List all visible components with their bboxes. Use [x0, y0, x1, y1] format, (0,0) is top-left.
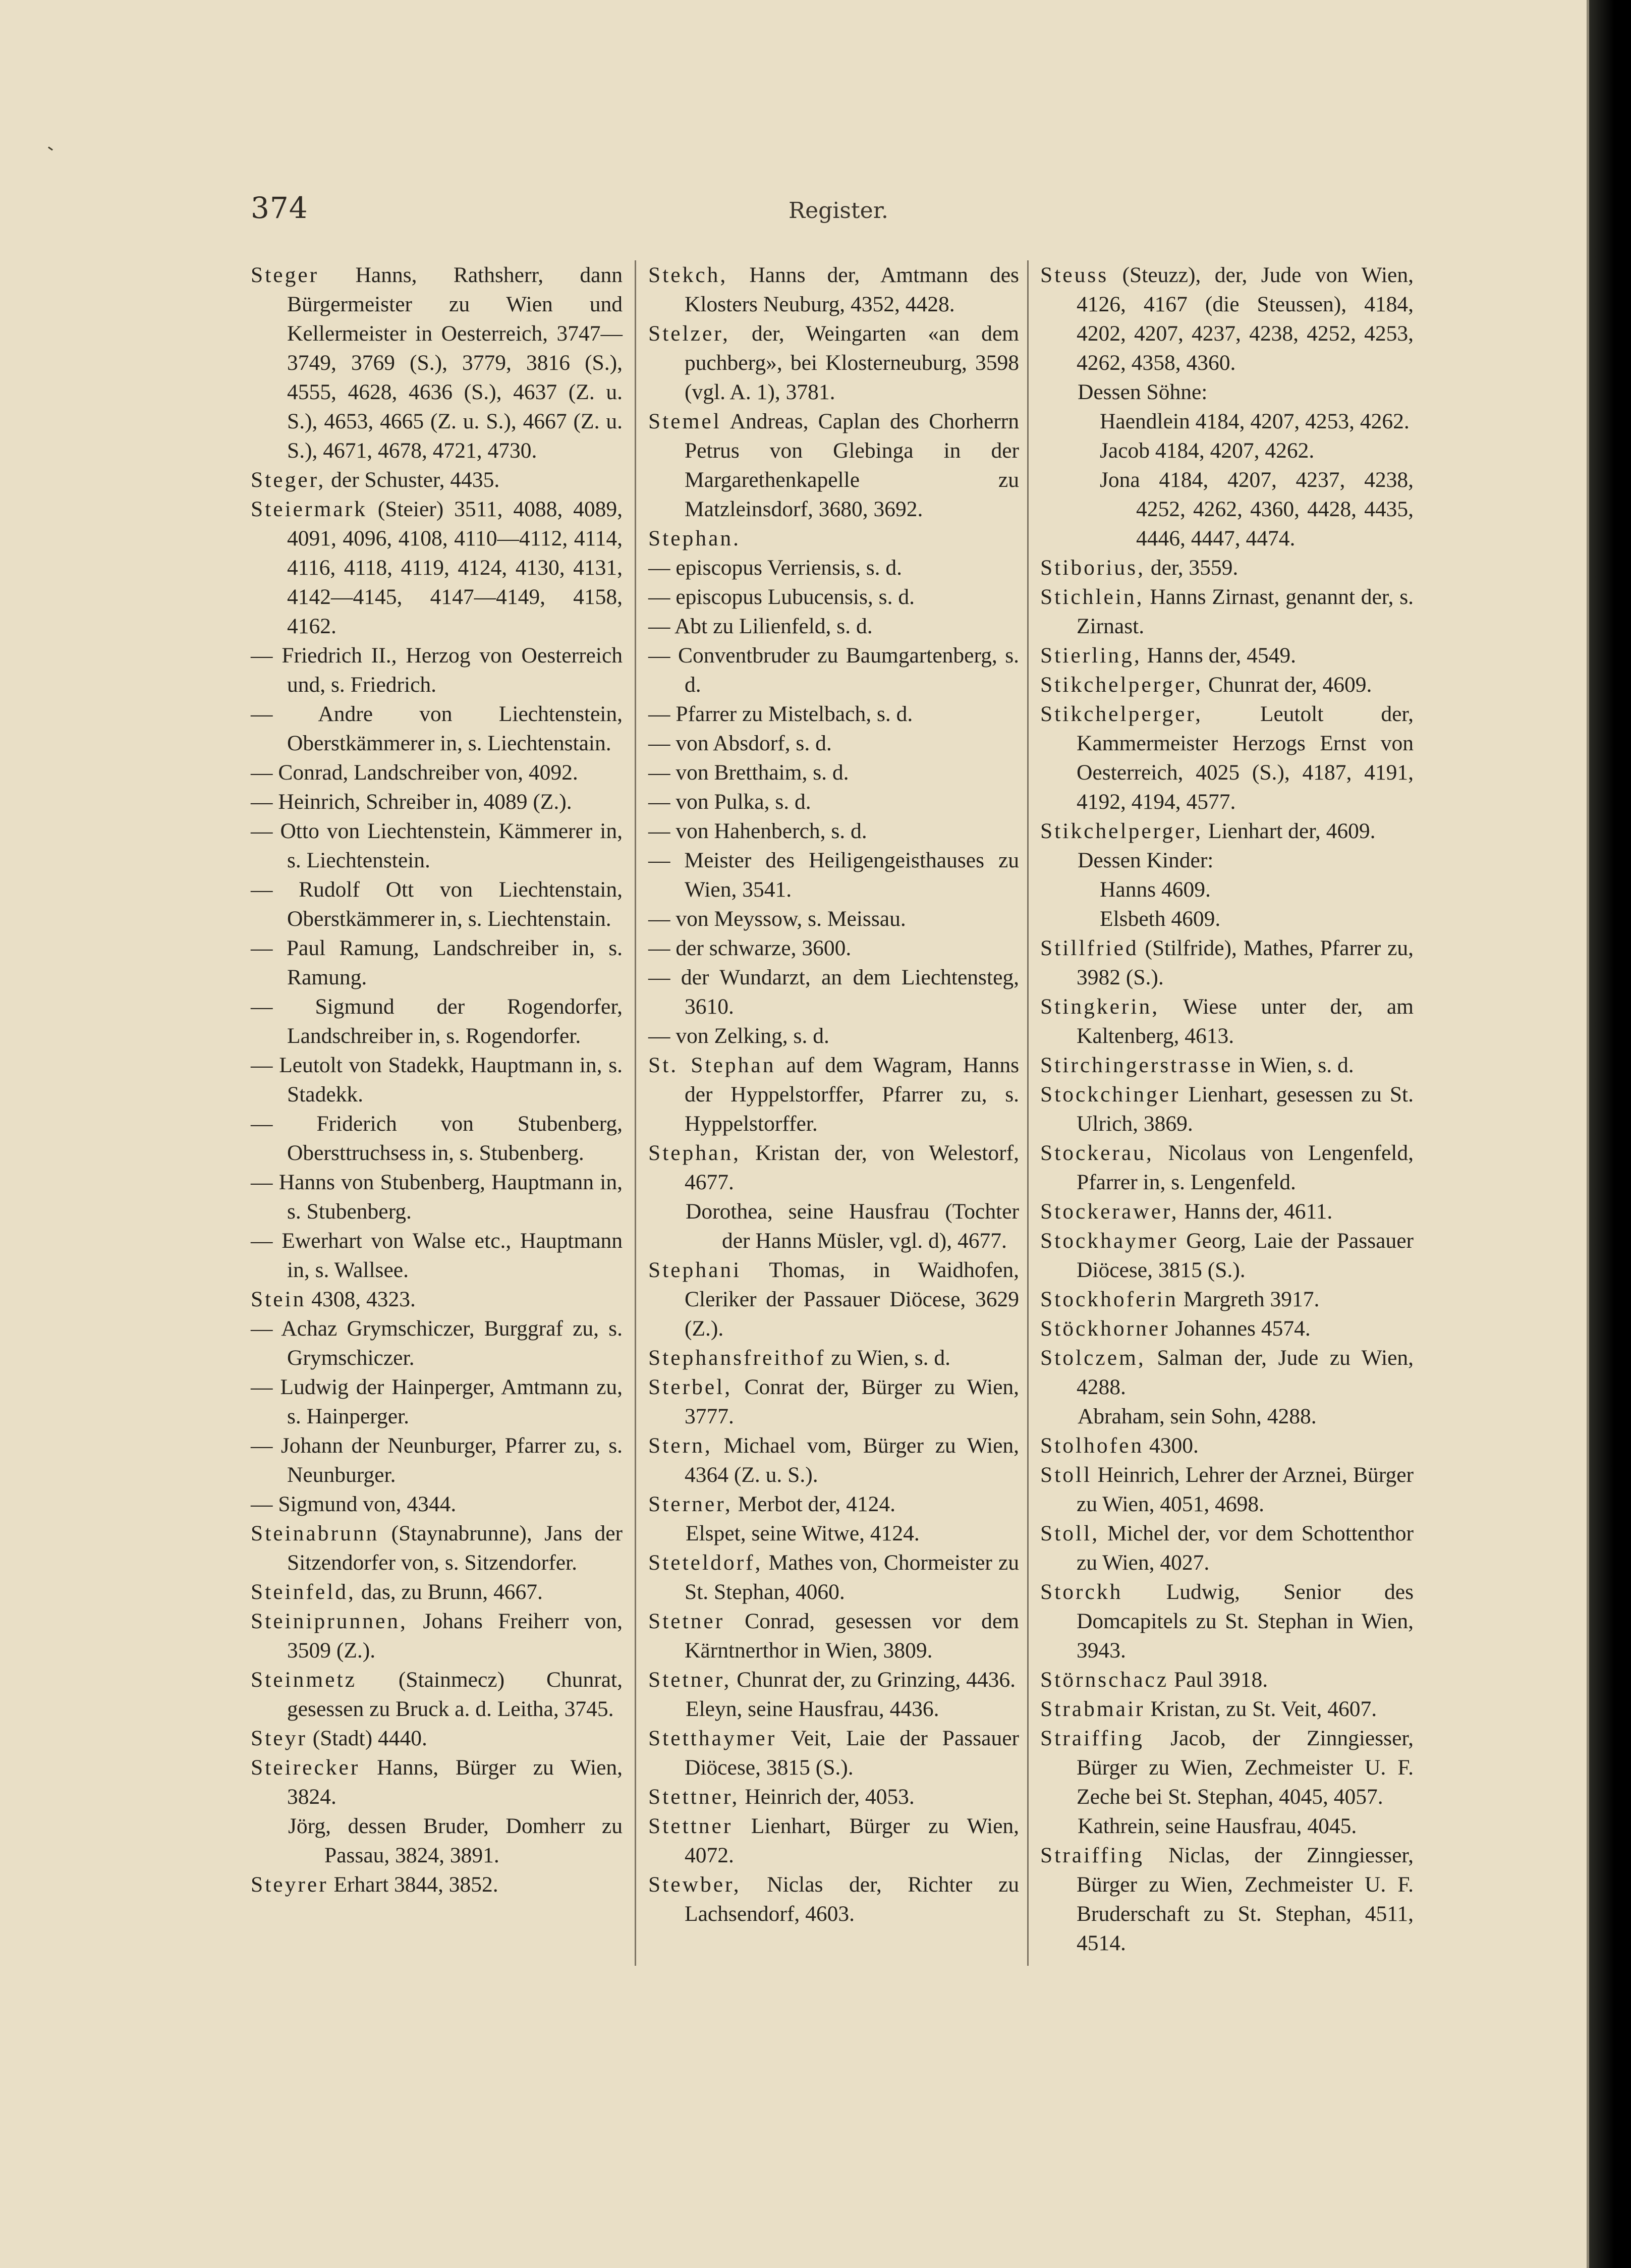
entry-text: Ludwig, Senior des Domcapitels zu St. Stephan in Wien, 3943.	[1077, 1580, 1414, 1663]
index-entry	[251, 1811, 623, 1870]
entry-text: Hanns 4609.	[1100, 877, 1211, 902]
entry-dash: —	[648, 965, 670, 989]
index-entry	[251, 494, 623, 641]
entry-text: der schwarze, 3600.	[676, 936, 852, 960]
entry-text: Lienhart der, 4609.	[1208, 819, 1376, 843]
entry-text: Elspet, seine Witwe, 4124.	[686, 1521, 920, 1545]
entry-headword: Steger,	[251, 468, 326, 492]
index-entry	[648, 933, 1019, 963]
index-entry	[1040, 260, 1414, 377]
index-entry	[648, 1724, 1019, 1782]
entry-text: Hanns, Bürger zu Wien, 3824.	[287, 1755, 623, 1809]
entry-headword: Sterbel,	[648, 1375, 733, 1399]
index-entry	[1040, 1197, 1414, 1226]
index-entry	[648, 1811, 1019, 1870]
entry-headword: Stikchelperger,	[1040, 702, 1203, 726]
entry-text: (Stadt) 4440.	[312, 1726, 427, 1750]
entry-dash: —	[251, 790, 273, 814]
index-entry	[251, 1519, 623, 1577]
entry-text: Conrad, Landschreiber von, 4092.	[278, 760, 578, 785]
index-entry	[251, 758, 623, 787]
index-entry	[648, 963, 1019, 1021]
entry-text: Eleyn, seine Hausfrau, 4436.	[686, 1697, 939, 1721]
entry-text: (Steier) 3511, 4088, 4089, 4091, 4096, 4108, 4110—4112, 4114, 4116, 4118, 4119, 4124, 4130, 4131, 4142—4145, 4147—4149, 4158, 4162.	[287, 497, 623, 638]
index-entry	[1040, 377, 1414, 407]
entry-text: Conventbruder zu Baumgartenberg, s. d.	[678, 643, 1019, 697]
index-entry	[648, 1548, 1019, 1607]
entry-text: Dessen Söhne:	[1078, 380, 1208, 404]
entry-headword: Stephan,	[648, 1141, 741, 1165]
entry-text: Conrad, gesessen vor dem Kärntnerthor in Wien, 3809.	[685, 1609, 1019, 1663]
entry-dash: —	[648, 1024, 670, 1048]
index-entry	[648, 1197, 1019, 1255]
entry-text: der Schuster, 4435.	[331, 468, 500, 492]
index-entry	[251, 1665, 623, 1724]
entry-dash: —	[251, 1316, 273, 1341]
entry-headword: Stikchelperger,	[1040, 673, 1203, 697]
entry-dash: —	[251, 994, 273, 1019]
entry-text: Chunrat der, zu Grinzing, 4436.	[737, 1668, 1016, 1692]
entry-headword: Stephansfreithof	[648, 1346, 826, 1370]
entry-text: Friderich von Stubenberg, Obersttruchsess in, s. Stubenberg.	[287, 1112, 623, 1165]
entry-headword: Stelzer,	[648, 321, 730, 346]
index-entry	[251, 465, 623, 494]
index-entry	[648, 319, 1019, 407]
index-entry	[648, 641, 1019, 699]
entry-headword: Straiffing	[1040, 1843, 1144, 1867]
entry-text: Veit, Laie der Passauer Diöcese, 3815 (S.).	[685, 1726, 1019, 1780]
index-column-3	[1040, 260, 1414, 1958]
entry-text: Niclas der, Richter zu Lachsendorf, 4603.	[685, 1872, 1020, 1926]
entry-text: Conrat der, Bürger zu Wien, 3777.	[685, 1375, 1020, 1428]
entry-text: Jona 4184, 4207, 4237, 4238, 4252, 4262, 4360, 4428, 4435, 4446, 4447, 4474.	[1100, 468, 1414, 550]
entry-text: Heinrich der, 4053.	[745, 1785, 915, 1809]
entry-dash: —	[648, 907, 670, 931]
entry-text: Sigmund von, 4344.	[278, 1492, 457, 1516]
index-entry	[1040, 553, 1414, 582]
index-entry	[1040, 699, 1414, 816]
entry-text: Michael vom, Bürger zu Wien, 4364 (Z. u. S.).	[685, 1433, 1019, 1487]
entry-text: Georg, Laie der Passauer Diöcese, 3815 (S.).	[1077, 1229, 1414, 1282]
entry-text: Merbot der, 4124.	[738, 1492, 895, 1516]
entry-headword: Stockhaymer	[1040, 1229, 1178, 1253]
entry-text: Niclas, der Zinngiesser, Bürger zu Wien, Zechmeister U. F. Bruderschaft zu St. Stephan, 4511, 4514.	[1077, 1843, 1414, 1955]
entry-headword: Stillfried	[1040, 936, 1139, 960]
entry-text: (Stainmecz) Chunrat, gesessen zu Bruck a. d. Leitha, 3745.	[287, 1668, 623, 1721]
entry-text: Ewerhart von Walse etc., Hauptmann in, s. Wallsee.	[282, 1229, 623, 1282]
index-entry	[648, 407, 1019, 524]
entry-dash: —	[251, 702, 273, 726]
entry-dash: —	[251, 1433, 273, 1458]
index-entry	[1040, 1665, 1414, 1694]
index-entry	[251, 1285, 623, 1314]
entry-headword: St. Stephan	[648, 1053, 776, 1077]
entry-text: von Hahenberch, s. d.	[676, 819, 867, 843]
entry-headword: Stern,	[648, 1433, 712, 1458]
entry-text: in Wien, s. d.	[1238, 1053, 1354, 1077]
index-entry	[648, 1694, 1019, 1724]
entry-text: Hanns Zirnast, genannt der, s. Zirnast.	[1077, 585, 1414, 638]
entry-text: Achaz Grymschiczer, Burggraf zu, s. Grymschiczer.	[281, 1316, 623, 1370]
index-entry	[251, 875, 623, 933]
entry-text: episcopus Lubucensis, s. d.	[676, 585, 915, 609]
entry-headword: Stephani	[648, 1258, 742, 1282]
index-entry	[648, 729, 1019, 758]
page-header	[0, 191, 1589, 241]
entry-headword: Stetthaymer	[648, 1726, 777, 1750]
index-entry	[1040, 1431, 1414, 1460]
entry-text: Thomas, in Waidhofen, Cleriker der Passauer Diöcese, 3629 (Z.).	[685, 1258, 1020, 1341]
index-entry	[251, 1314, 623, 1372]
entry-dash: —	[251, 1229, 273, 1253]
entry-text: Hanns, Rathsherr, dann Bürgermeister zu Wien und Kellermeister in Oesterreich, 3747—3749, 3769 (S.), 3779, 3816 (S.), 4555, 4628, 4636 (S.), 4637 (Z. u. S.), 4653, 4665 (Z. u. S.), 4667 (Z. u. S.), 4671, 4678, 4721, 4730.	[287, 263, 623, 463]
index-entry	[1040, 641, 1414, 670]
entry-headword: Stolczem,	[1040, 1346, 1146, 1370]
entry-text: der, 3559.	[1150, 556, 1239, 580]
index-entry	[251, 1577, 623, 1607]
entry-text: Nicolaus von Lengenfeld, Pfarrer in, s. Lengenfeld.	[1077, 1141, 1414, 1194]
entry-text: Leutolt der, Kammermeister Herzogs Ernst von Oesterreich, 4025 (S.), 4187, 4191, 4192, 4194, 4577.	[1077, 702, 1414, 814]
entry-text: Paul 3918.	[1174, 1668, 1268, 1692]
entry-text: Johans Freiherr von, 3509 (Z.).	[287, 1609, 623, 1663]
index-entry	[251, 1870, 623, 1899]
entry-text: 4300.	[1149, 1433, 1199, 1458]
index-entry	[648, 524, 1019, 553]
index-entry	[1040, 1841, 1414, 1958]
entry-text: Hanns von Stubenberg, Hauptmann in, s. Stubenberg.	[278, 1170, 623, 1224]
index-entry	[1040, 1577, 1414, 1665]
entry-dash: —	[648, 585, 670, 609]
entry-headword: Stierling,	[1040, 643, 1142, 668]
index-entry	[648, 612, 1019, 641]
page-number: 374	[251, 191, 308, 225]
running-head: Register.	[789, 198, 888, 224]
ink-mark	[48, 146, 53, 150]
entry-text: Sigmund der Rogendorfer, Landschreiber in, s. Rogendorfer.	[287, 994, 623, 1048]
index-entry	[648, 1050, 1019, 1138]
entry-dash: —	[648, 643, 670, 668]
entry-dash: —	[251, 936, 273, 960]
index-entry	[648, 1431, 1019, 1489]
entry-headword: Stewber,	[648, 1872, 741, 1897]
entry-text: Otto von Liechtenstein, Kämmerer in, s. Liechtenstein.	[280, 819, 623, 872]
index-entry	[1040, 1460, 1414, 1519]
column-rule	[1027, 260, 1029, 1966]
index-entry	[251, 1372, 623, 1431]
index-entry	[251, 816, 623, 875]
index-entry	[648, 758, 1019, 787]
index-entry	[1040, 1343, 1414, 1402]
entry-headword: Steinabrunn	[251, 1521, 379, 1545]
entry-text: Margreth 3917.	[1183, 1287, 1320, 1311]
index-entry	[648, 1489, 1019, 1519]
entry-dash: —	[251, 643, 273, 668]
entry-dash: —	[648, 819, 670, 843]
entry-headword: Stetner	[648, 1609, 725, 1633]
entry-text: Salman der, Jude zu Wien, 4288.	[1077, 1346, 1414, 1399]
entry-headword: Steiniprunnen,	[251, 1609, 408, 1633]
entry-dash: —	[251, 877, 273, 902]
entry-text: Jacob 4184, 4207, 4262.	[1100, 438, 1315, 463]
entry-text: Friedrich II., Herzog von Oesterreich und, s. Friedrich.	[282, 643, 623, 697]
entry-text: auf dem Wagram, Hanns der Hyppelstorffer, Pfarrer zu, s. Hyppelstorffer.	[685, 1053, 1020, 1136]
index-entry	[648, 904, 1019, 933]
entry-headword: Stockerawer,	[1040, 1199, 1179, 1224]
entry-headword: Steinfeld,	[251, 1580, 356, 1604]
entry-text: Jörg, dessen Bruder, Domherr zu Passau, 3824, 3891.	[288, 1814, 623, 1867]
index-entry	[1040, 933, 1414, 992]
entry-text: Johannes 4574.	[1175, 1316, 1311, 1341]
index-entry	[1040, 875, 1414, 904]
entry-text: Heinrich, Lehrer der Arznei, Bürger zu Wien, 4051, 4698.	[1077, 1463, 1414, 1516]
entry-headword: Storckh	[1040, 1580, 1123, 1604]
index-column-2	[648, 260, 1019, 1928]
entry-headword: Stiborius,	[1040, 556, 1145, 580]
entry-headword: Steyrer	[251, 1872, 328, 1897]
entry-headword: Stirchingerstrasse	[1040, 1053, 1233, 1077]
entry-headword: Steinmetz	[251, 1668, 357, 1692]
entry-dash: —	[251, 1492, 273, 1516]
index-entry	[1040, 582, 1414, 641]
entry-text: Erhart 3844, 3852.	[333, 1872, 498, 1897]
index-entry	[1040, 1519, 1414, 1577]
entry-headword: Stetner,	[648, 1668, 732, 1692]
entry-text: Mathes von, Chormeister zu St. Stephan, 4060.	[685, 1551, 1019, 1604]
entry-text: Hanns der, 4549.	[1147, 643, 1297, 668]
index-entry	[648, 699, 1019, 729]
index-entry	[251, 1489, 623, 1519]
entry-text: Leutolt von Stadekk, Hauptmann in, s. Stadekk.	[279, 1053, 623, 1107]
index-entry	[648, 1607, 1019, 1665]
index-entry	[1040, 436, 1414, 465]
index-entry	[251, 1431, 623, 1489]
entry-text: von Meyssow, s. Meissau.	[676, 907, 906, 931]
index-entry	[251, 1753, 623, 1811]
entry-headword: Stöckhorner	[1040, 1316, 1170, 1341]
entry-text: Abt zu Lilienfeld, s. d.	[674, 614, 873, 638]
index-entry	[648, 553, 1019, 582]
entry-dash: —	[648, 760, 670, 785]
entry-headword: Stichlein,	[1040, 585, 1144, 609]
index-entry	[1040, 816, 1414, 846]
entry-dash: —	[648, 556, 670, 580]
index-entry	[648, 582, 1019, 612]
entry-headword: Stingkerin,	[1040, 994, 1160, 1019]
index-entry	[251, 1724, 623, 1753]
index-entry	[251, 1168, 623, 1226]
index-entry	[251, 1050, 623, 1109]
entry-text: Andreas, Caplan des Chorherrn Petrus von Glebinga in der Margarethenkapelle zu Matzleinsdorf, 3680, 3692.	[685, 409, 1019, 521]
entry-text: 4308, 4323.	[311, 1287, 416, 1311]
entry-headword: Störnschacz	[1040, 1668, 1169, 1692]
entry-headword: Stettner,	[648, 1785, 740, 1809]
entry-text: Abraham, sein Sohn, 4288.	[1078, 1404, 1317, 1428]
entry-dash: —	[648, 614, 670, 638]
binding-shadow	[1589, 0, 1631, 2268]
entry-text: von Pulka, s. d.	[676, 790, 811, 814]
entry-text: Paul Ramung, Landschreiber in, s. Ramung.	[286, 936, 623, 989]
entry-headword: Steger	[251, 263, 319, 287]
entry-text: (Staynabrunne), Jans der Sitzendorfer von, s. Sitzendorfer.	[287, 1521, 623, 1575]
entry-headword: Stoll	[1040, 1463, 1092, 1487]
index-entry	[1040, 1811, 1414, 1841]
entry-dash: —	[251, 819, 273, 843]
entry-text: Hanns der, Amtmann des Klosters Neuburg, 4352, 4428.	[685, 263, 1019, 316]
index-entry	[251, 1607, 623, 1665]
index-entry	[648, 1870, 1019, 1928]
index-entry	[648, 1372, 1019, 1431]
index-entry	[1040, 465, 1414, 553]
entry-text: Rudolf Ott von Liechtenstain, Oberstkämmerer in, s. Liechtenstain.	[287, 877, 623, 931]
entry-headword: Stolhofen	[1040, 1433, 1144, 1458]
entry-dash: —	[251, 760, 273, 785]
index-entry	[1040, 846, 1414, 875]
index-entry	[648, 1021, 1019, 1050]
entry-text: Kristan der, von Welestorf, 4677.	[685, 1141, 1019, 1194]
entry-headword: Stockhoferin	[1040, 1287, 1178, 1311]
entry-headword: Stein	[251, 1287, 306, 1311]
entry-text: Jacob, der Zinngiesser, Bürger zu Wien, Zechmeister U. F. Zeche bei St. Stephan, 4045, 4057.	[1077, 1726, 1414, 1809]
entry-headword: Steteldorf,	[648, 1551, 763, 1575]
index-entry	[1040, 1724, 1414, 1811]
entry-text: Dessen Kinder:	[1078, 848, 1214, 872]
entry-headword: Stoll,	[1040, 1521, 1100, 1545]
entry-text: Kathrein, seine Hausfrau, 4045.	[1078, 1814, 1357, 1838]
index-entry	[648, 846, 1019, 904]
entry-dash: —	[648, 936, 670, 960]
entry-text: der Wundarzt, an dem Liechtensteg, 3610.	[681, 965, 1020, 1019]
entry-headword: Sterner,	[648, 1492, 733, 1516]
entry-text: Hanns der, 4611.	[1184, 1199, 1333, 1224]
index-entry	[648, 1782, 1019, 1811]
entry-text: von Absdorf, s. d.	[676, 731, 832, 755]
entry-headword: Stockerau,	[1040, 1141, 1154, 1165]
entry-dash: —	[251, 1112, 273, 1136]
entry-headword: Steiermark	[251, 497, 367, 521]
entry-text: Elsbeth 4609.	[1100, 907, 1221, 931]
index-entry	[648, 1665, 1019, 1694]
index-entry	[251, 933, 623, 992]
entry-text: Pfarrer zu Mistelbach, s. d.	[676, 702, 913, 726]
entry-text: Johann der Neunburger, Pfarrer zu, s. Neunburger.	[280, 1433, 623, 1487]
index-entry	[1040, 1285, 1414, 1314]
index-entry	[1040, 1694, 1414, 1724]
entry-headword: Stephan.	[648, 526, 741, 550]
index-entry	[251, 699, 623, 758]
entry-headword: Straiffing	[1040, 1726, 1144, 1750]
entry-text: Haendlein 4184, 4207, 4253, 4262.	[1100, 409, 1410, 433]
entry-headword: Strabmair	[1040, 1697, 1145, 1721]
entry-text: Dorothea, seine Hausfrau (Tochter der Hanns Müsler, vgl. d), 4677.	[686, 1199, 1019, 1253]
entry-dash: —	[648, 790, 670, 814]
entry-text: Meister des Heiligengeisthauses zu Wien, 3541.	[684, 848, 1020, 902]
index-entry	[648, 260, 1019, 319]
index-column-1	[251, 260, 623, 1899]
index-entry	[251, 787, 623, 816]
index-entry	[1040, 1226, 1414, 1285]
entry-headword: Stekch,	[648, 263, 728, 287]
index-entry	[251, 641, 623, 699]
entry-headword: Steuss	[1040, 263, 1109, 287]
index-entry	[648, 1343, 1019, 1372]
entry-dash: —	[648, 848, 670, 872]
entry-headword: Steyr	[251, 1726, 307, 1750]
entry-dash: —	[251, 1170, 273, 1194]
entry-text: (Stilfride), Mathes, Pfarrer zu, 3982 (S.).	[1077, 936, 1414, 989]
index-entry	[251, 260, 623, 465]
index-entry	[1040, 1402, 1414, 1431]
entry-headword: Stettner	[648, 1814, 733, 1838]
entry-text: Heinrich, Schreiber in, 4089 (Z.).	[278, 790, 572, 814]
entry-headword: Stemel	[648, 409, 721, 433]
index-entry	[648, 1519, 1019, 1548]
entry-headword: Stockchinger	[1040, 1082, 1180, 1107]
entry-headword: Stikchelperger,	[1040, 819, 1203, 843]
entry-text: Wiese unter der, am Kaltenberg, 4613.	[1077, 994, 1414, 1048]
entry-text: Lienhart, gesessen zu St. Ulrich, 3869.	[1077, 1082, 1414, 1136]
column-rule	[635, 260, 636, 1966]
entry-dash: —	[251, 1053, 273, 1077]
entry-dash: —	[251, 1375, 273, 1399]
entry-text: zu Wien, s. d.	[831, 1346, 951, 1370]
index-entry	[1040, 1050, 1414, 1080]
index-entry	[1040, 1314, 1414, 1343]
entry-dash: —	[648, 702, 670, 726]
entry-text: von Bretthaim, s. d.	[676, 760, 849, 785]
entry-text: der, Weingarten «an dem puchberg», bei Klosterneuburg, 3598 (vgl. A. 1), 3781.	[685, 321, 1020, 404]
entry-text: Kristan, zu St. Veit, 4607.	[1150, 1697, 1377, 1721]
index-entry	[1040, 1138, 1414, 1197]
index-entry	[1040, 670, 1414, 699]
index-entry	[251, 1226, 623, 1285]
entry-text: (Steuzz), der, Jude von Wien, 4126, 4167 (die Steussen), 4184, 4202, 4207, 4237, 4238, 4252, 4253, 4262, 4358, 4360.	[1077, 263, 1414, 375]
entry-text: Andre von Liechtenstein, Oberstkämmerer in, s. Liechtenstain.	[287, 702, 623, 755]
index-entry	[648, 1138, 1019, 1197]
entry-text: Ludwig der Hainperger, Amtmann zu, s. Hainperger.	[280, 1375, 623, 1428]
entry-text: Chunrat der, 4609.	[1208, 673, 1372, 697]
entry-text: Michel der, vor dem Schottenthor zu Wien, 4027.	[1077, 1521, 1414, 1575]
entry-text: das, zu Brunn, 4667.	[361, 1580, 543, 1604]
index-entry	[648, 816, 1019, 846]
entry-headword: Steirecker	[251, 1755, 360, 1780]
index-entry	[648, 787, 1019, 816]
index-entry	[1040, 1080, 1414, 1138]
index-entry	[1040, 904, 1414, 933]
index-entry	[1040, 992, 1414, 1050]
entry-text: von Zelking, s. d.	[676, 1024, 829, 1048]
index-entry	[1040, 407, 1414, 436]
index-entry	[251, 992, 623, 1050]
index-entry	[648, 1255, 1019, 1343]
entry-text: episcopus Verriensis, s. d.	[676, 556, 903, 580]
entry-dash: —	[648, 731, 670, 755]
entry-text: Lienhart, Bürger zu Wien, 4072.	[685, 1814, 1019, 1867]
index-entry	[251, 1109, 623, 1168]
